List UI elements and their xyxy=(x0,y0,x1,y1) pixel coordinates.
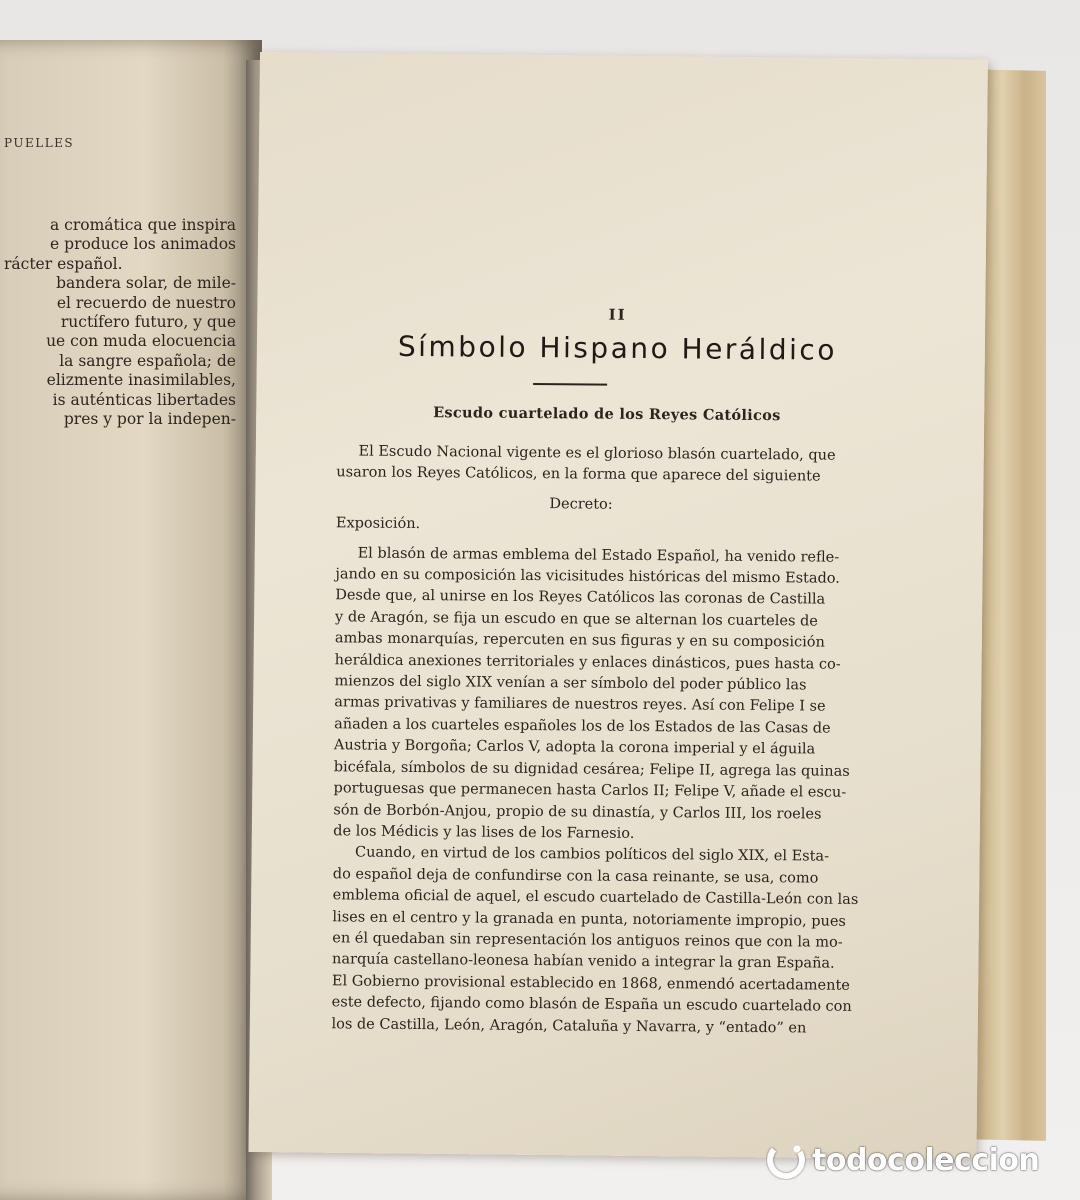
todocoleccion-logo-icon xyxy=(766,1140,806,1180)
text-line: añaden a los cuarteles españoles los de los Estados de las Casas de xyxy=(334,716,831,737)
text-line: Cuando, en virtud de los cambios políticos del siglo XIX, el Esta- xyxy=(354,844,830,865)
chapter-title: Símbolo Hispano Heráldico xyxy=(397,329,838,367)
text-line: y de Aragón, se fija un escudo en que se alternan los cuarteles de xyxy=(335,609,818,630)
text-line: narquía castellano-leonesa habían venido a integrar la gran España. xyxy=(332,951,835,973)
text-line: El blasón de armas emblema del Estado Español, ha venido refle- xyxy=(357,545,840,566)
text-line: rácter español. xyxy=(4,254,123,273)
text-line: la sangre española; de xyxy=(59,351,236,370)
text-line: elizmente inasimilables, xyxy=(46,371,236,390)
todocoleccion-watermark xyxy=(766,1140,1039,1180)
text-line: el recuerdo de nuestro xyxy=(56,293,236,312)
text-line: emblema oficial de aquel, el escudo cuartelado de Castilla-León con las xyxy=(332,887,859,909)
text-line: ambas monarquías, repercuten en sus figuras y en su composición xyxy=(334,630,825,651)
body-text xyxy=(331,441,859,1039)
right-page-text-block xyxy=(331,53,900,1036)
left-page-running-header: PUELLES xyxy=(4,136,75,150)
text-line: e produce los animados xyxy=(50,235,236,254)
chapter-number: II xyxy=(608,305,627,324)
text-line: en él quedaban sin representación los antiguos reinos que con la mo- xyxy=(332,930,843,951)
right-page xyxy=(248,52,987,1160)
left-page-text xyxy=(4,216,236,429)
text-line: El Escudo Nacional vigente es el glorioso blasón cuartelado, que xyxy=(358,443,836,464)
text-line: los de Castilla, León, Aragón, Cataluña y Navarra, y “entado” en xyxy=(331,1015,807,1036)
text-line: Austria y Borgoña; Carlos V, adopta la corona imperial y el águila xyxy=(333,737,816,758)
text-line: usaron los Reyes Católicos, en la forma que aparece del siguiente xyxy=(336,464,821,485)
text-line: ue con muda elocuencia xyxy=(46,332,236,351)
text-line: bicéfala, símbolos de su dignidad cesárea; Felipe II, agrega las quinas xyxy=(333,758,850,780)
text-line: són de Borbón-Anjou, propio de su dinastía, y Carlos III, los roeles xyxy=(333,801,822,823)
text-line: a cromática que inspira xyxy=(50,216,236,234)
text-line: pres y por la indepen- xyxy=(63,410,236,429)
text-line: portuguesas que permanecen hasta Carlos II; Felipe V, añade el escu- xyxy=(333,780,847,801)
text-line: jando en su composición las vicisitudes históricas del mismo Estado. xyxy=(335,566,840,587)
watermark-text: todocoleccion xyxy=(812,1142,1040,1178)
text-line: El Gobierno provisional establecido en 1868, enmendó acertadamente xyxy=(331,973,851,994)
text-line: do español deja de confundirse con la casa reinante, se usa, como xyxy=(332,866,819,887)
decree-heading: Decreto: xyxy=(549,495,613,513)
text-line: lises en el centro y la granada en punta, notoriamente impropio, pues xyxy=(332,908,846,930)
text-line: bandera solar, de mile- xyxy=(56,274,236,293)
text-line: Desde que, al unirse en los Reyes Católicos las coronas de Castilla xyxy=(335,587,826,609)
text-line: armas privativas y familiares de nuestros reyes. Así con Felipe I se xyxy=(334,694,826,716)
text-line: ructífero futuro, y que xyxy=(60,313,236,332)
text-line: este defecto, fijando como blasón de España un escudo cuartelado con xyxy=(331,994,852,1015)
title-rule xyxy=(533,383,607,386)
exposition-heading: Exposición. xyxy=(335,515,421,533)
section-subtitle: Escudo cuartelado de los Reyes Católicos xyxy=(433,404,781,425)
text-line: is auténticas libertades xyxy=(52,390,236,409)
left-page xyxy=(0,40,262,1200)
text-line: de los Médicis y las lises de los Farnesio. xyxy=(333,823,635,842)
text-line: mienzos del siglo XIX venían a ser símbolo del poder público las xyxy=(334,673,807,694)
text-line: heráldica anexiones territoriales y enlaces dinásticos, pues hasta co- xyxy=(334,651,841,673)
